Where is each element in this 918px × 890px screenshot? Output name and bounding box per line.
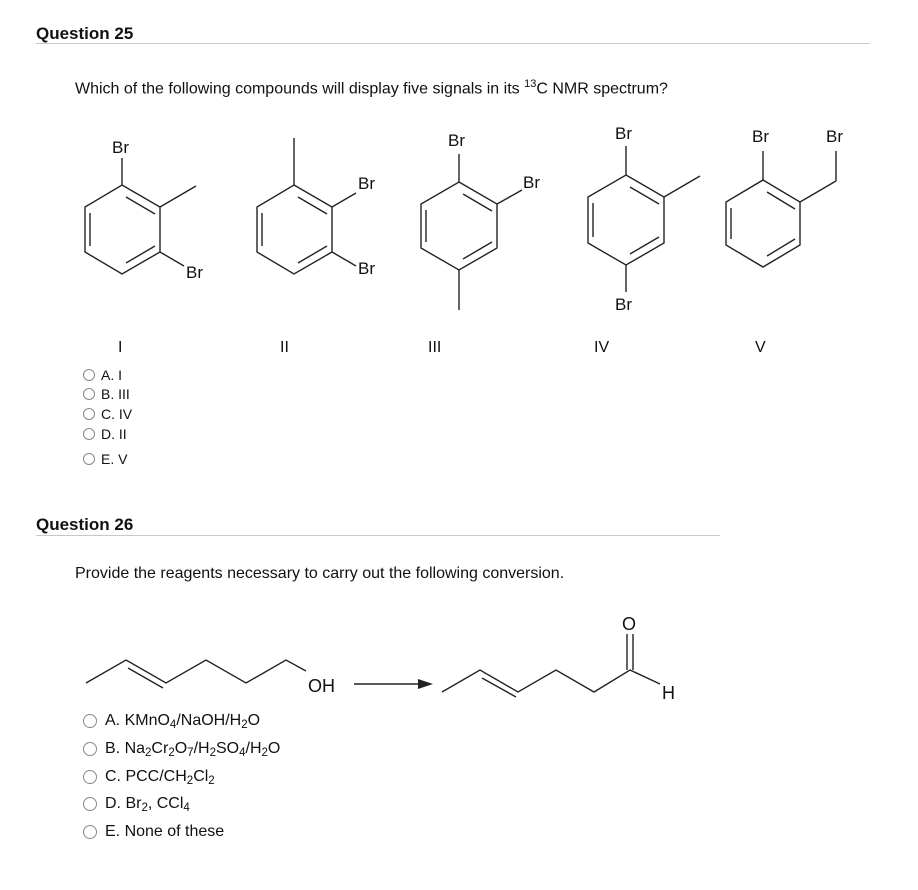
reaction-arrow [354,679,433,689]
q25-option-c-label: C. IV [101,406,133,422]
q25-option-c[interactable] [83,406,132,422]
reactant-structure [86,660,335,696]
structure-label-iv: IV [594,339,610,356]
question-26-divider [36,535,720,536]
q25-option-b-label: B. III [101,386,130,402]
q25-option-d-label: D. II [101,426,127,442]
q26-option-c-label: C. PCC/$CH_2Cl_2$ [105,768,215,787]
question-26-prompt: Provide the reagents necessary to carry out the following conversion. [75,565,565,582]
q26-option-b[interactable] [83,740,280,759]
q25-radio-c[interactable] [83,408,95,420]
q25-radio-d[interactable] [83,428,95,440]
structure-i-br-bottom: Br [186,263,203,282]
structure-iv [588,124,700,314]
structure-iii-br-top: Br [448,131,465,150]
structure-iv-br-bottom: Br [615,295,632,314]
q26-radio-d[interactable] [83,797,97,811]
structure-iii [421,131,540,310]
q26-option-d[interactable] [83,795,190,814]
prompt-text-before: Which of the following compounds will display five signals in its [75,80,525,98]
prompt-text-after: C NMR spectrum? [536,80,668,98]
reactant-oh: OH [308,676,335,696]
structure-ii [257,138,375,278]
q26-radio-a[interactable] [83,714,97,728]
q25-option-a[interactable] [83,367,122,383]
structure-label-iii: III [428,339,442,356]
q26-option-b-label: B. $Na_2Cr_2O_7/H_2SO_4/H_2O$ [105,740,281,759]
question-25-title: Question 25 [36,24,134,43]
q26-option-a-label: A. $KMnO_4/NaOH/H_2O$ [105,712,261,731]
structure-label-i: I [118,339,123,356]
q25-option-e-label: E. V [101,451,128,467]
q26-radio-b[interactable] [83,742,97,756]
product-oxygen: O [622,614,637,634]
structure-ii-br-bottom: Br [358,259,375,278]
structure-v-br-chain: Br [826,127,843,146]
prompt-superscript: 13 [524,78,537,90]
q25-option-a-label: A. I [101,367,123,383]
question-25-structures [0,0,918,370]
q25-option-d[interactable] [83,426,127,442]
q26-option-e-label: E. None of these [105,823,225,840]
q25-option-b[interactable] [83,386,130,402]
q26-option-a[interactable] [83,712,260,731]
q25-option-e[interactable] [83,451,127,467]
structure-iv-br-top: Br [615,124,632,143]
q26-option-c[interactable] [83,768,215,787]
q26-option-e[interactable] [83,823,224,841]
question-26-title: Question 26 [36,515,134,534]
q25-radio-a[interactable] [83,369,95,381]
structure-ii-br-top: Br [358,174,375,193]
q26-radio-c[interactable] [83,770,97,784]
structure-v [726,127,843,267]
q25-radio-b[interactable] [83,388,95,400]
q26-radio-e[interactable] [83,825,97,839]
product-structure [442,614,675,703]
q25-radio-e[interactable] [83,453,95,465]
structure-i-br-top: Br [112,138,129,157]
structure-v-br-ring: Br [752,127,769,146]
structure-label-ii: II [280,339,289,356]
structure-i [85,138,203,282]
structure-iii-br-right: Br [523,173,540,192]
product-hydrogen: H [662,683,675,703]
question-26-reaction [0,595,918,715]
q26-option-d-label: D. $Br_2$, CCl$_4$ [105,795,190,814]
structure-label-v: V [755,339,766,356]
